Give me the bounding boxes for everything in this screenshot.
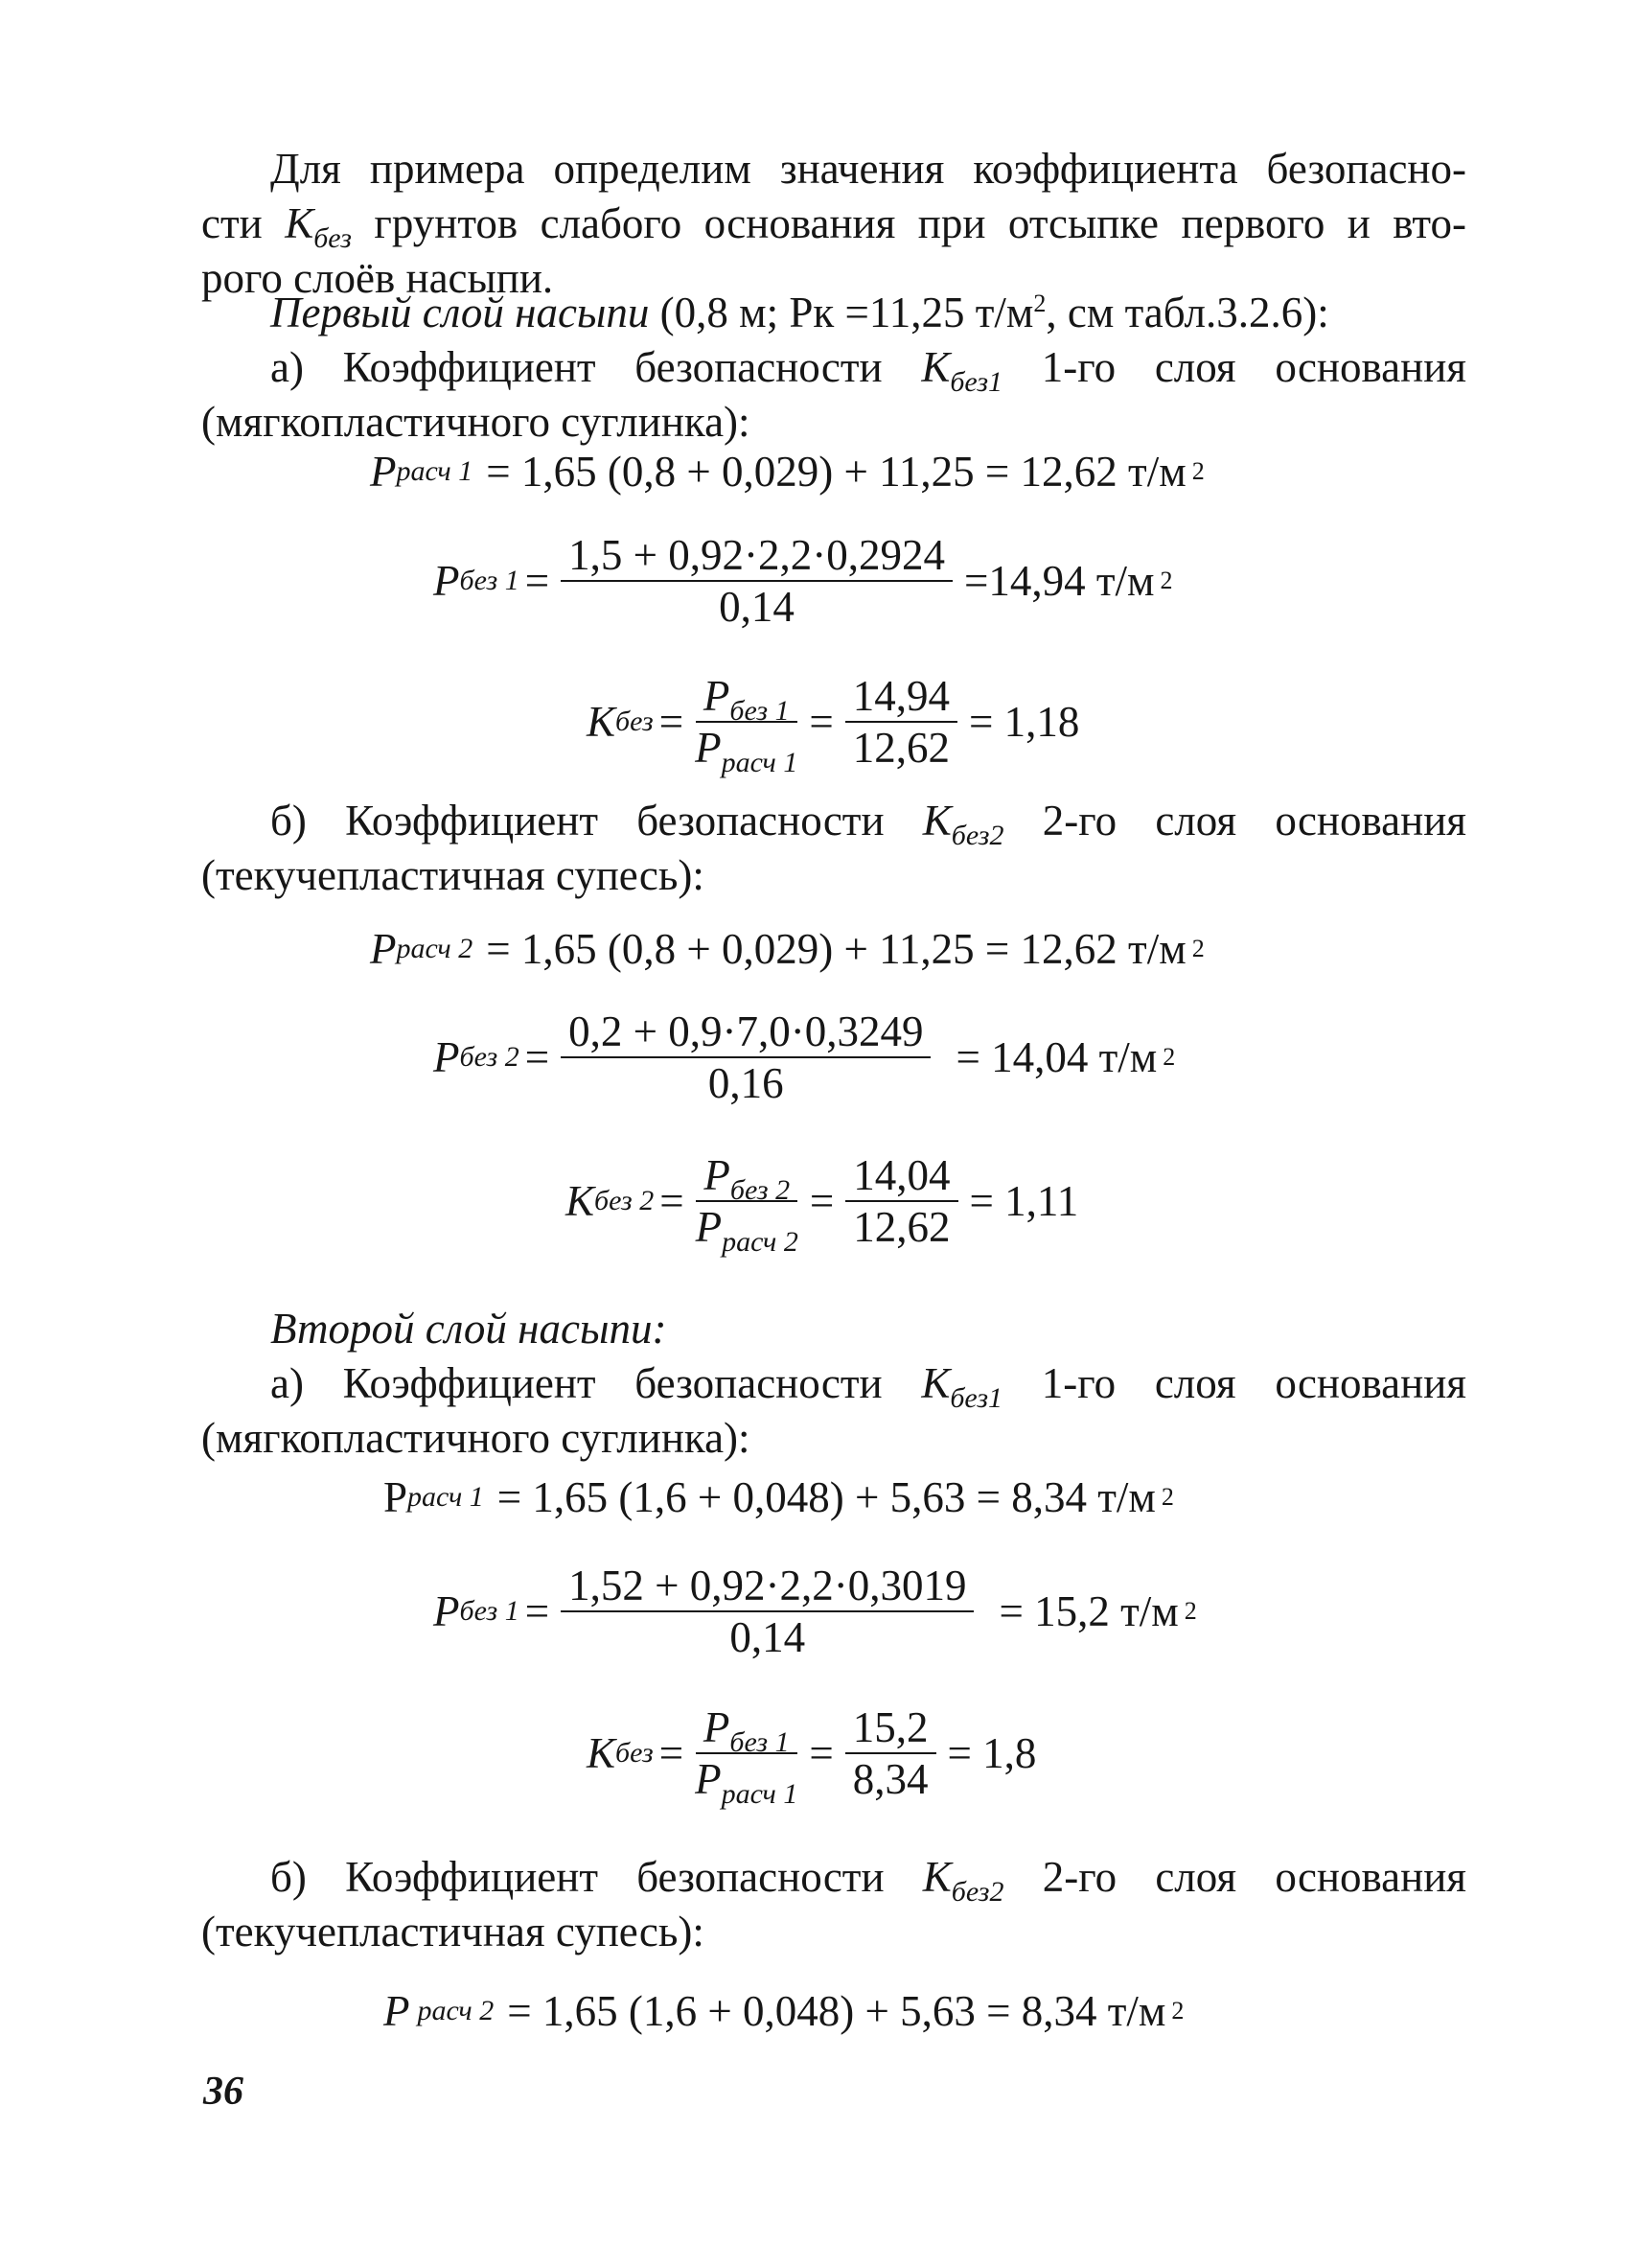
layer2-eq2-fraction: $\frac{1,52 + 0,92\cdot 2,2\cdot 0,3019}{0,14}$ — [561, 1562, 974, 1660]
layer1-eq1: P расч 1 = 1,65 (0,8 + 0,029) + 11,25 = 12,62 т/м 2 — [370, 448, 1205, 496]
layer2-eq4: P расч 2 = 1,65 (1,6 + 0,048) + 5,63 = 8,34 т/м 2 — [383, 1987, 1185, 2035]
layer2-eq2: P без 1 = $\frac{1,52 + 0,92\cdot 2,2\cdot 0,3019}{0,14}$ = 15,2 т/м 2 — [433, 1562, 1197, 1661]
layer1-a-line-2: (мягкопластичного суглинка): — [201, 398, 750, 446]
layer1-b-paragraph: б) Коэффициент безопасности $K_{без2}$ 2-го слоя основания (текучепластичная супесь): — [201, 797, 1466, 899]
layer1-eq5: P без 2 = $\frac{0,2 + 0,9\cdot 7,0\cdot 0,3249}{0,16}$ = 14,04 т/м 2 — [433, 1007, 1176, 1107]
layer1-heading: Первый слой насыпи (0,8 м; Рк =11,25 $т/м^2$, см табл.3.2.6): а) Коэффициент безопасности $K_{без1}$ 1-го слоя основания (мягкопластичного суглинка): — [201, 286, 1466, 450]
layer2-eq3: K без = $\frac{P_{без 1}}{P_{расч 1}}$ = $\frac{15,2}{8,34}$ = 1,8 — [587, 1703, 1037, 1810]
layer1-eq3-fraction-2: $\frac{14,94}{12,62}$ — [845, 673, 957, 771]
layer1-eq3-fraction-1: $\frac{P_{без 1}}{P_{расч 1}}$ — [695, 672, 798, 778]
intro-line-1: Для примера определим значения коэффициента безопасно- — [270, 145, 1466, 193]
layer1-eq2: P без 1 = $\frac{1,5 + 0,92\cdot 2,2\cdot 0,2924}{0,14}$ =14,94 т/м 2 — [433, 531, 1173, 631]
layer1-eq5-fraction: $\frac{0,2 + 0,9\cdot 7,0\cdot 0,3249}{0,16}$ — [561, 1008, 931, 1106]
layer2-b-paragraph: б) Коэффициент безопасности $K_{без2}$ 2-го слоя основания (текучепластичная супесь): — [201, 1853, 1466, 1956]
layer1-eq4: P расч 2 = 1,65 (0,8 + 0,029) + 11,25 = 12,62 т/м 2 — [370, 925, 1205, 973]
layer1-eq3: K без = $\frac{P_{без 1}}{P_{расч 1}}$ = $\frac{14,94}{12,62}$ = 1,18 — [587, 672, 1080, 778]
intro-paragraph — [201, 142, 1466, 306]
layer2-eq3-fraction-2: $\frac{15,2}{8,34}$ — [845, 1704, 936, 1802]
layer2-heading: Второй слой насыпи: а) Коэффициент безопасности $K_{без1}$ 1-го слоя основания (мягкопластичного суглинка): — [201, 1305, 1466, 1462]
intro-line-3: рого слоёв насыпи. — [201, 254, 554, 302]
layer2-a-line: а) Коэффициент безопасности $K_{без1}$ 1-го слоя основания — [270, 1359, 1466, 1414]
layer1-eq6-fraction-2: $\frac{14,04}{12,62}$ — [845, 1152, 957, 1250]
layer1-a-line: а) Коэффициент безопасности $K_{без1}$ 1-го слоя основания — [270, 343, 1466, 398]
page-number: 36 — [203, 2070, 243, 2114]
layer1-eq2-fraction: $\frac{1,5 + 0,92\cdot 2,2\cdot 0,2924}{0,14}$ — [561, 532, 953, 630]
layer1-eq6-fraction-1: $\frac{P_{без 2}}{P_{расч 2}}$ — [695, 1151, 798, 1258]
intro-line-2: сти $K_{без}$ грунтов слабого основания при отсыпке первого и вто- — [201, 199, 1466, 254]
layer1-eq6: K без 2 = $\frac{P_{без 2}}{P_{расч 2}}$ = $\frac{14,04}{12,62}$ = 1,11 — [565, 1151, 1079, 1258]
layer2-eq3-fraction-1: $\frac{P_{без 1}}{P_{расч 1}}$ — [695, 1703, 798, 1810]
layer2-eq1: Р расч 1 = 1,65 (1,6 + 0,048) + 5,63 = 8,34 т/м 2 — [383, 1473, 1174, 1521]
